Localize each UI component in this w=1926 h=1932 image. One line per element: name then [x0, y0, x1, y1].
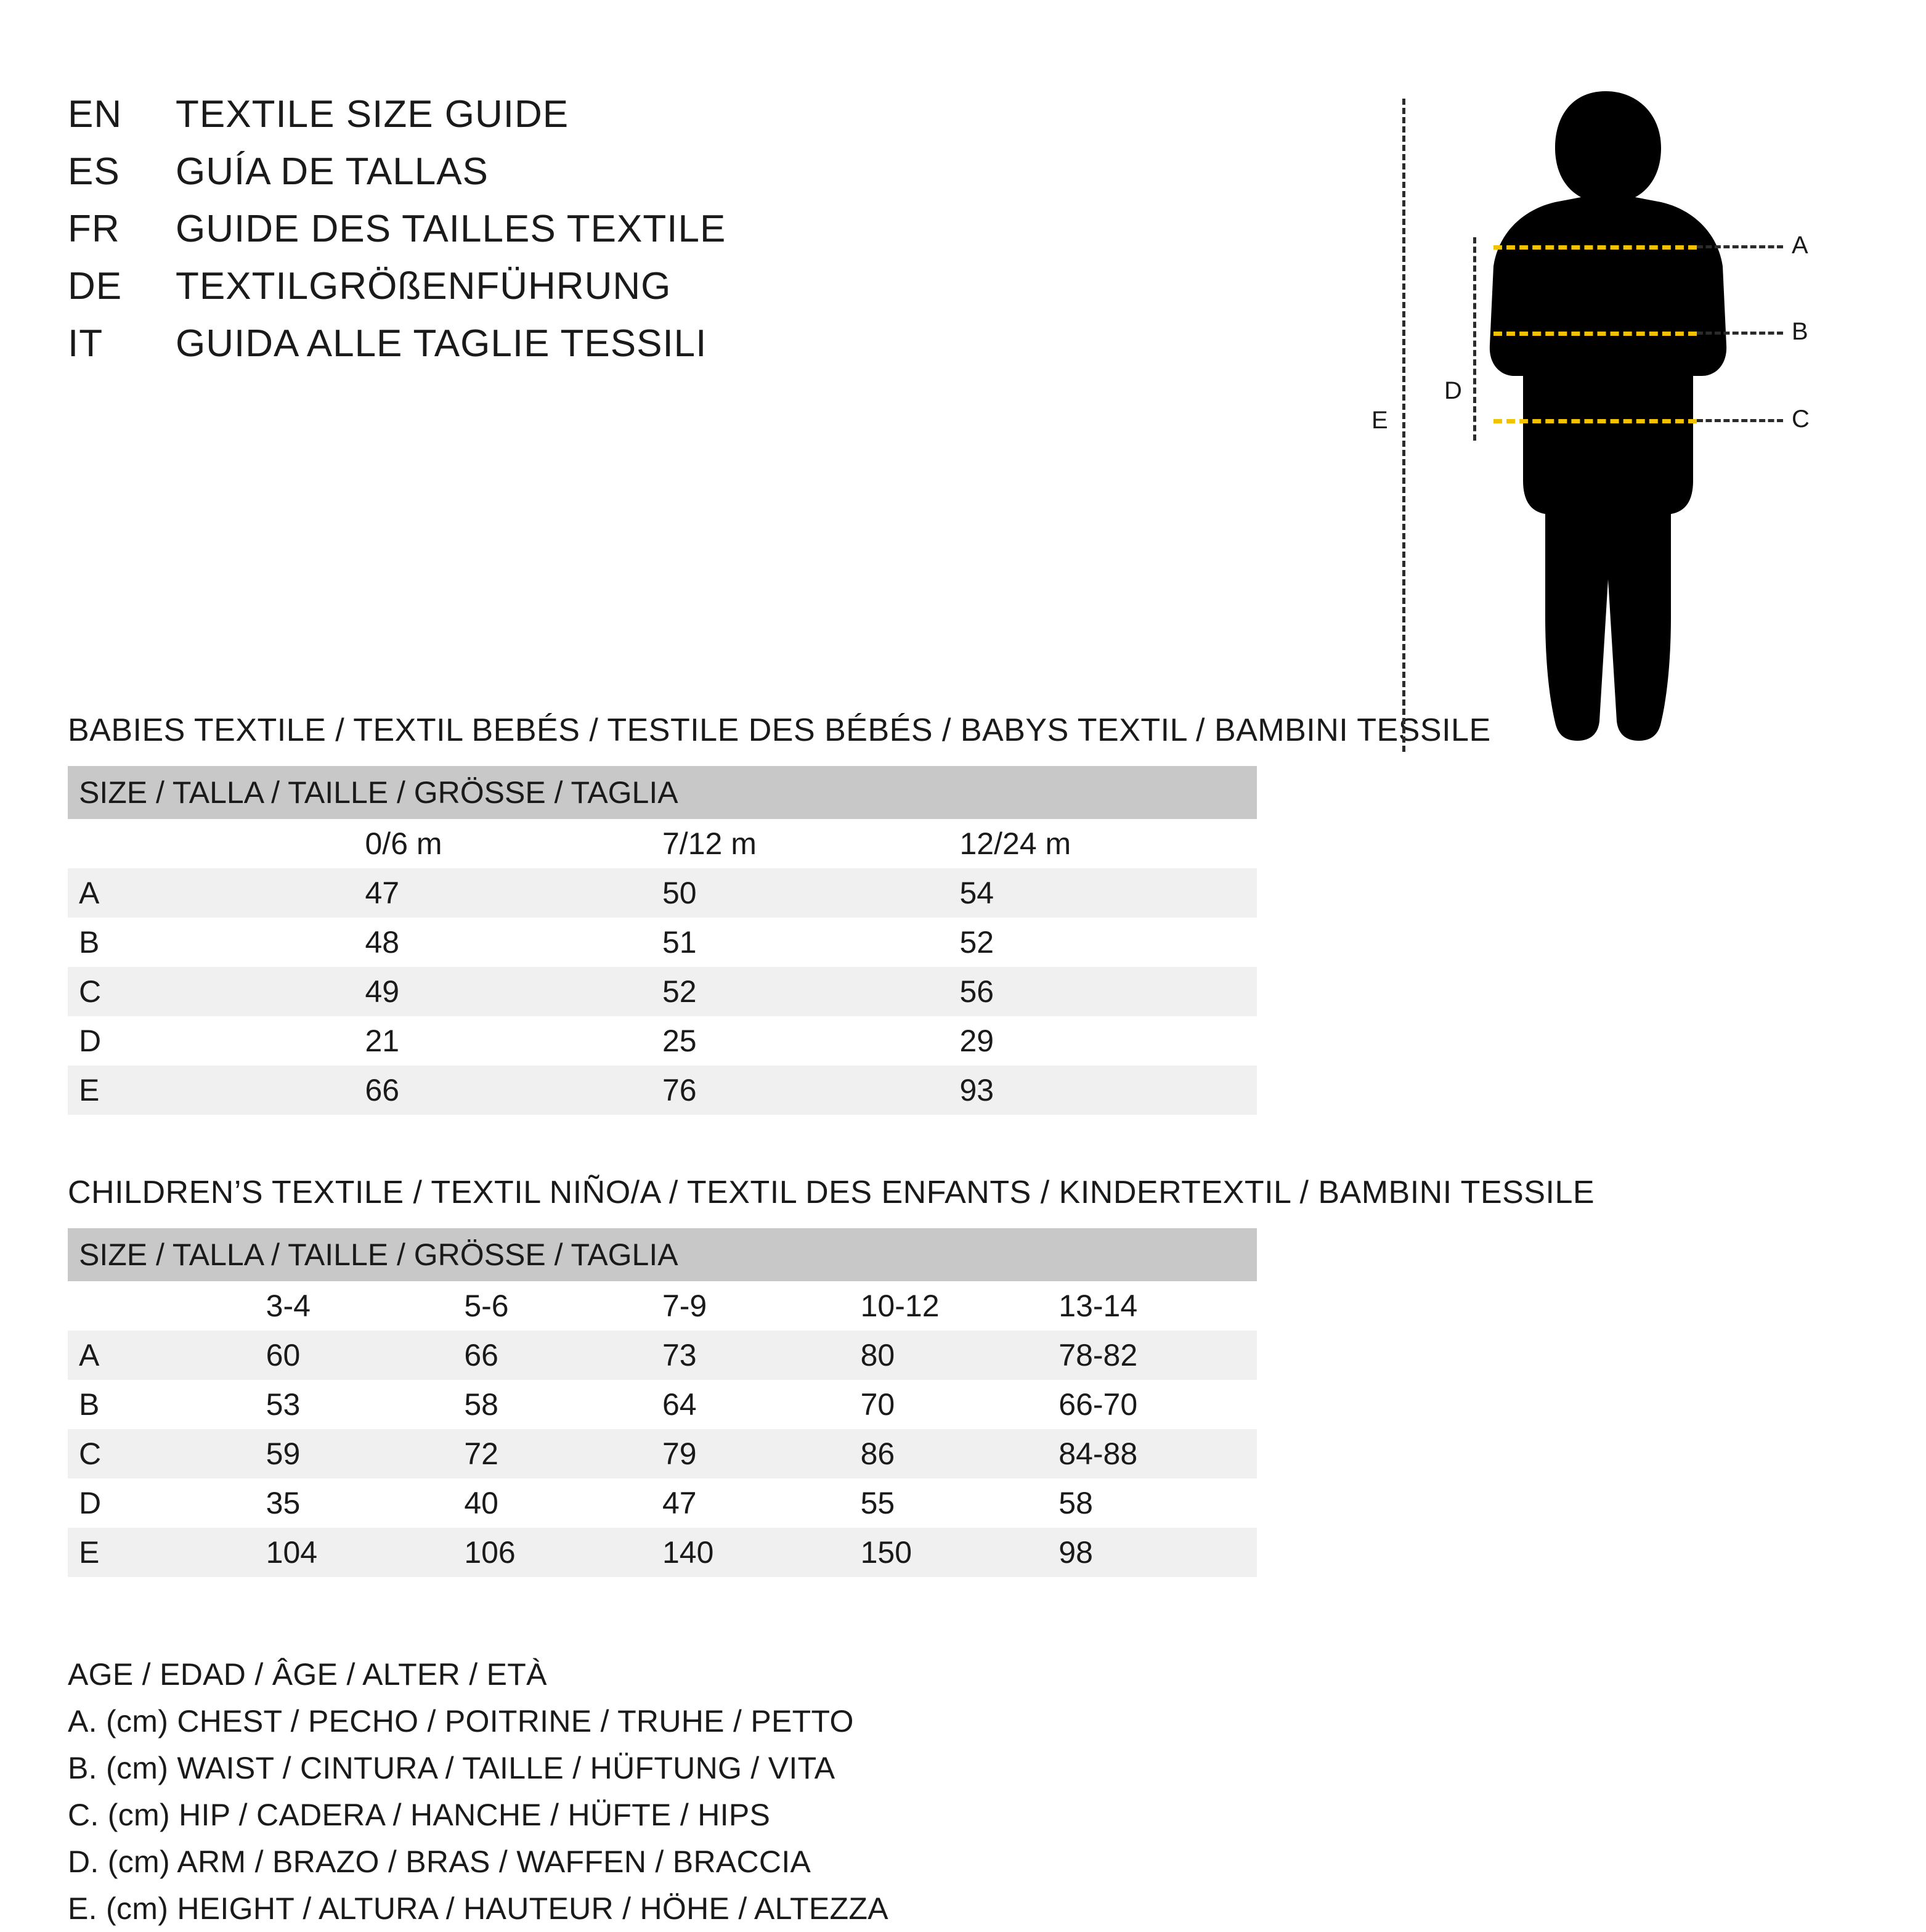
cell-value: 29: [960, 1016, 1258, 1066]
table-row: [68, 918, 1257, 967]
language-code: FR: [68, 208, 120, 250]
cell-value: 98: [1058, 1528, 1257, 1577]
table-row: [68, 1429, 1257, 1478]
cell-value: 52: [960, 918, 1258, 967]
cell-value: 93: [960, 1066, 1258, 1115]
column-header: 12/24 m: [960, 819, 1258, 868]
cell-value: 70: [861, 1380, 1059, 1429]
cell-value: 66: [365, 1066, 663, 1115]
table-band-row: [68, 766, 1257, 819]
cell-value: 35: [266, 1478, 465, 1528]
table-row: [68, 1380, 1257, 1429]
height-guide-line-e: [1402, 99, 1405, 752]
table-row: [68, 1016, 1257, 1066]
column-header: 7/12 m: [662, 819, 960, 868]
column-header: 10-12: [861, 1281, 1059, 1331]
table-row: [68, 1066, 1257, 1115]
table-band-row: [68, 1228, 1257, 1281]
language-code: ES: [68, 150, 120, 193]
chest-leader-line-a: [1697, 245, 1783, 248]
cell-value: 54: [960, 868, 1258, 918]
column-header: 7-9: [662, 1281, 861, 1331]
hip-measure-line-c: [1493, 419, 1697, 423]
legend-item-e: E. (cm) HEIGHT / ALTURA / HAUTEUR / HÖHE / ALTEZZA: [68, 1891, 888, 1926]
cell-value: 49: [365, 967, 663, 1016]
cell-value: 51: [662, 918, 960, 967]
language-code: DE: [68, 265, 123, 308]
row-label: D: [68, 1016, 365, 1066]
children-size-table: [68, 1228, 1257, 1577]
column-header: 13-14: [1058, 1281, 1257, 1331]
cell-value: 58: [464, 1380, 662, 1429]
row-label: B: [68, 1380, 266, 1429]
table-header-row: [68, 819, 1257, 868]
row-label: A: [68, 1331, 266, 1380]
table-row: [68, 1528, 1257, 1577]
legend-item-d: D. (cm) ARM / BRAZO / BRAS / WAFFEN / BRACCIA: [68, 1844, 811, 1879]
chest-measure-line-a: [1493, 245, 1697, 250]
legend-heading: AGE / EDAD / ÂGE / ALTER / ETÀ: [68, 1657, 547, 1692]
table-row: [68, 1478, 1257, 1528]
legend-item-b: B. (cm) WAIST / CINTURA / TAILLE / HÜFTUNG / VITA: [68, 1751, 835, 1785]
cell-value: 25: [662, 1016, 960, 1066]
column-header: 3-4: [266, 1281, 465, 1331]
babies-size-table: [68, 766, 1257, 1115]
cell-value: 47: [365, 868, 663, 918]
row-label: C: [68, 967, 365, 1016]
cell-value: 73: [662, 1331, 861, 1380]
language-title: GUIDE DES TAILLES TEXTILE: [176, 208, 726, 250]
cell-value: 40: [464, 1478, 662, 1528]
cell-value: 47: [662, 1478, 861, 1528]
row-label: B: [68, 918, 365, 967]
cell-value: 80: [861, 1331, 1059, 1380]
table-row: [68, 868, 1257, 918]
language-title: GUIDA ALLE TAGLIE TESSILI: [176, 322, 707, 365]
cell-value: 78-82: [1058, 1331, 1257, 1380]
row-label: A: [68, 868, 365, 918]
cell-value: 84-88: [1058, 1429, 1257, 1478]
measurement-figure: [1359, 86, 1852, 776]
row-label: E: [68, 1528, 266, 1577]
language-code: EN: [68, 93, 123, 136]
language-title: TEXTILE SIZE GUIDE: [176, 93, 569, 136]
cell-value: 56: [960, 967, 1258, 1016]
waist-measure-line-b: [1493, 332, 1697, 336]
column-header: 0/6 m: [365, 819, 663, 868]
row-label: D: [68, 1478, 266, 1528]
cell-value: 48: [365, 918, 663, 967]
cell-value: 50: [662, 868, 960, 918]
table-row: [68, 967, 1257, 1016]
cell-value: 55: [861, 1478, 1059, 1528]
corner-cell: [68, 819, 365, 868]
waist-leader-line-b: [1697, 332, 1783, 335]
children-band-label: SIZE / TALLA / TAILLE / GRÖSSE / TAGLIA: [68, 1228, 1257, 1281]
row-label: E: [68, 1066, 365, 1115]
language-title: TEXTILGRÖßENFÜHRUNG: [176, 265, 672, 308]
cell-value: 53: [266, 1380, 465, 1429]
figure-label-a: A: [1792, 232, 1808, 259]
cell-value: 72: [464, 1429, 662, 1478]
legend-item-a: A. (cm) CHEST / PECHO / POITRINE / TRUHE / PETTO: [68, 1704, 854, 1738]
hip-leader-line-c: [1697, 419, 1783, 422]
cell-value: 66-70: [1058, 1380, 1257, 1429]
row-label: C: [68, 1429, 266, 1478]
cell-value: 140: [662, 1528, 861, 1577]
figure-label-c: C: [1792, 406, 1810, 433]
children-section-title: CHILDREN’S TEXTILE / TEXTIL NIÑO/A / TEXTIL DES ENFANTS / KINDERTEXTIL / BAMBINI TESSILE: [68, 1175, 1595, 1210]
cell-value: 106: [464, 1528, 662, 1577]
figure-label-b: B: [1792, 318, 1808, 345]
cell-value: 86: [861, 1429, 1059, 1478]
cell-value: 21: [365, 1016, 663, 1066]
cell-value: 66: [464, 1331, 662, 1380]
cell-value: 58: [1058, 1478, 1257, 1528]
column-header: 5-6: [464, 1281, 662, 1331]
language-code: IT: [68, 322, 104, 365]
cell-value: 60: [266, 1331, 465, 1380]
figure-label-e: E: [1371, 407, 1388, 434]
cell-value: 59: [266, 1429, 465, 1478]
cell-value: 52: [662, 967, 960, 1016]
figure-label-d: D: [1444, 377, 1462, 404]
cell-value: 76: [662, 1066, 960, 1115]
babies-section-title: BABIES TEXTILE / TEXTIL BEBÉS / TESTILE DES BÉBÉS / BABYS TEXTIL / BAMBINI TESSILE: [68, 712, 1491, 748]
table-header-row: [68, 1281, 1257, 1331]
cell-value: 150: [861, 1528, 1059, 1577]
legend-item-c: C. (cm) HIP / CADERA / HANCHE / HÜFTE / HIPS: [68, 1798, 771, 1832]
babies-band-label: SIZE / TALLA / TAILLE / GRÖSSE / TAGLIA: [68, 766, 1257, 819]
cell-value: 64: [662, 1380, 861, 1429]
language-title: GUÍA DE TALLAS: [176, 150, 489, 193]
table-row: [68, 1331, 1257, 1380]
measurement-legend: [68, 1651, 1852, 1932]
cell-value: 79: [662, 1429, 861, 1478]
corner-cell: [68, 1281, 266, 1331]
cell-value: 104: [266, 1528, 465, 1577]
